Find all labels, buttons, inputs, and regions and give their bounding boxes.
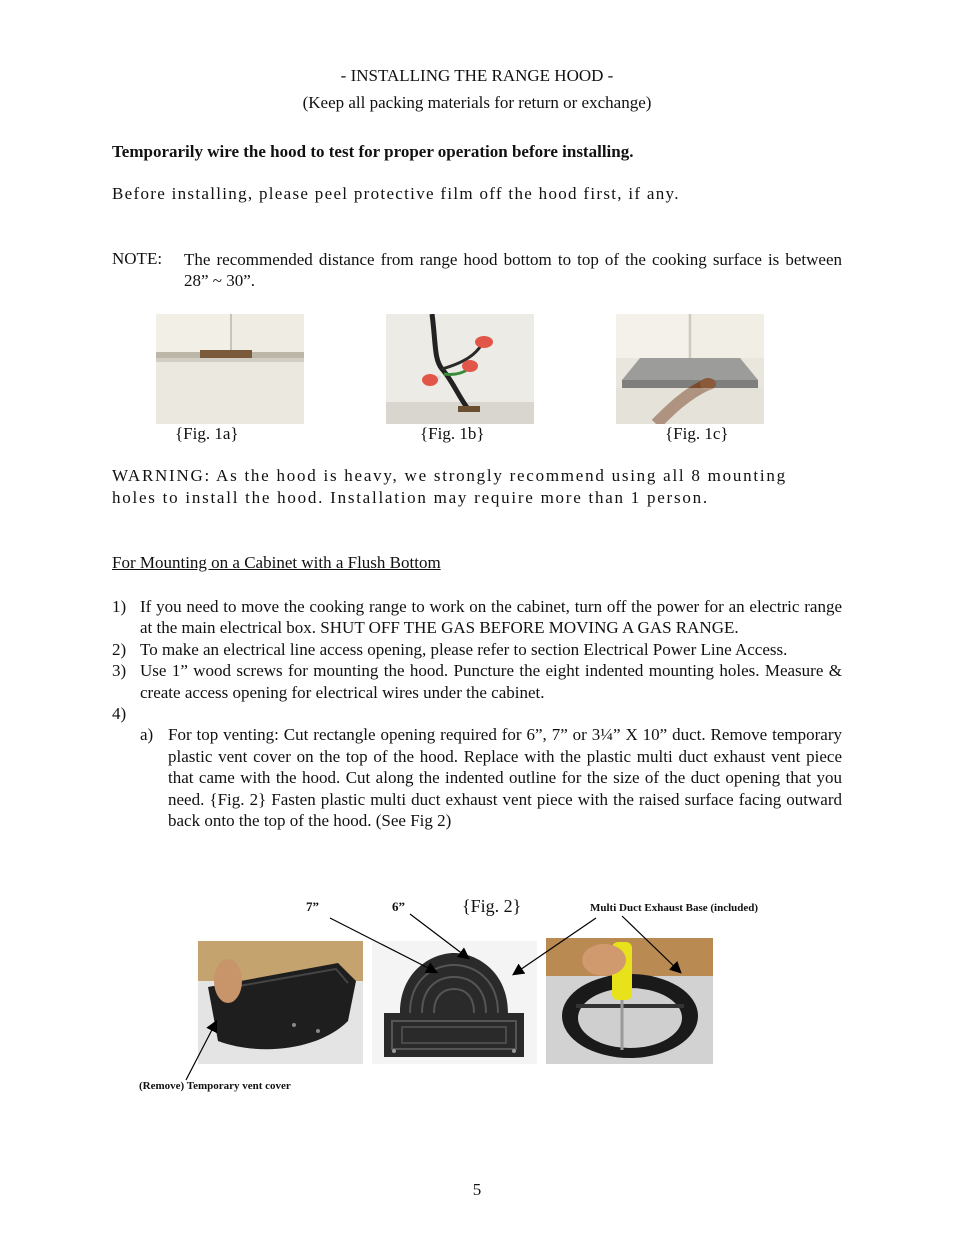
fig-1a-caption: {Fig. 1a} xyxy=(175,424,239,443)
page-subtitle: (Keep all packing materials for return or exchange) xyxy=(302,93,652,112)
fig-1b-caption: {Fig. 1b} xyxy=(420,424,485,443)
step-number: 1) xyxy=(112,597,127,616)
fig-1c-caption: {Fig. 1c} xyxy=(665,424,729,443)
step-text: Use 1” wood screws for mounting the hood. Puncture the eight indented mounting holes. Measure & create access opening for electrical wires under the cabinet. xyxy=(140,661,842,702)
arrow-base-right xyxy=(622,916,680,972)
warning-line-2: holes to install the hood. Installation may require more than 1 person. xyxy=(112,488,709,507)
test-wiring-instruction: Temporarily wire the hood to test for proper operation before installing. xyxy=(112,142,634,161)
note-label: NOTE: xyxy=(112,249,163,268)
label-6-inch: 6” xyxy=(392,899,405,914)
warning-line-1: WARNING: As the hood is heavy, we strongly recommend using all 8 mounting xyxy=(112,466,787,485)
peel-film-instruction: Before installing, please peel protective film off the hood first, if any. xyxy=(112,184,680,203)
step-text: To make an electrical line access opening, please refer to section Electrical Power Line Access. xyxy=(140,639,788,659)
arrow-base-left xyxy=(514,918,596,974)
arrow-7-inch xyxy=(330,918,436,972)
step-number: 4) xyxy=(112,704,127,724)
page-title: - INSTALLING THE RANGE HOOD - xyxy=(340,66,614,85)
arrow-6-inch xyxy=(410,914,468,958)
section-heading: For Mounting on a Cabinet with a Flush Bottom xyxy=(112,553,441,572)
fig-2-caption: {Fig. 2} xyxy=(462,896,522,916)
step-number: 2) xyxy=(112,639,127,659)
note-text: The recommended distance from range hood bottom to top of the cooking surface is between 28” ~ 30”. xyxy=(184,250,842,290)
arrow-remove-cover xyxy=(186,1022,216,1080)
step-text: If you need to move the cooking range to work on the cabinet, turn off the power for an electric range at the main electrical box. SHUT OFF THE GAS BEFORE MOVING A GAS RANGE. xyxy=(140,597,842,638)
page-number: 5 xyxy=(472,1180,482,1199)
remove-cover-label: (Remove) Temporary vent cover xyxy=(139,1080,291,1092)
step-number: 3) xyxy=(112,661,127,681)
substep-letter: a) xyxy=(140,725,154,745)
substep-text: For top venting: Cut rectangle opening required for 6”, 7” or 3¼” X 10” duct. Remove temporary plastic vent cover on the top of the hood. Replace with the plastic multi duct exhaust vent piece that came with the hood. Cut along the indented outline for the size of the duct opening that you need. {Fig. 2} Fasten plastic multi duct exhaust vent piece with the raised surface facing outward back onto the top of the hood. (See Fig 2) xyxy=(168,725,842,831)
label-7-inch: 7” xyxy=(306,899,319,914)
base-label: Multi Duct Exhaust Base (included) xyxy=(590,902,759,914)
